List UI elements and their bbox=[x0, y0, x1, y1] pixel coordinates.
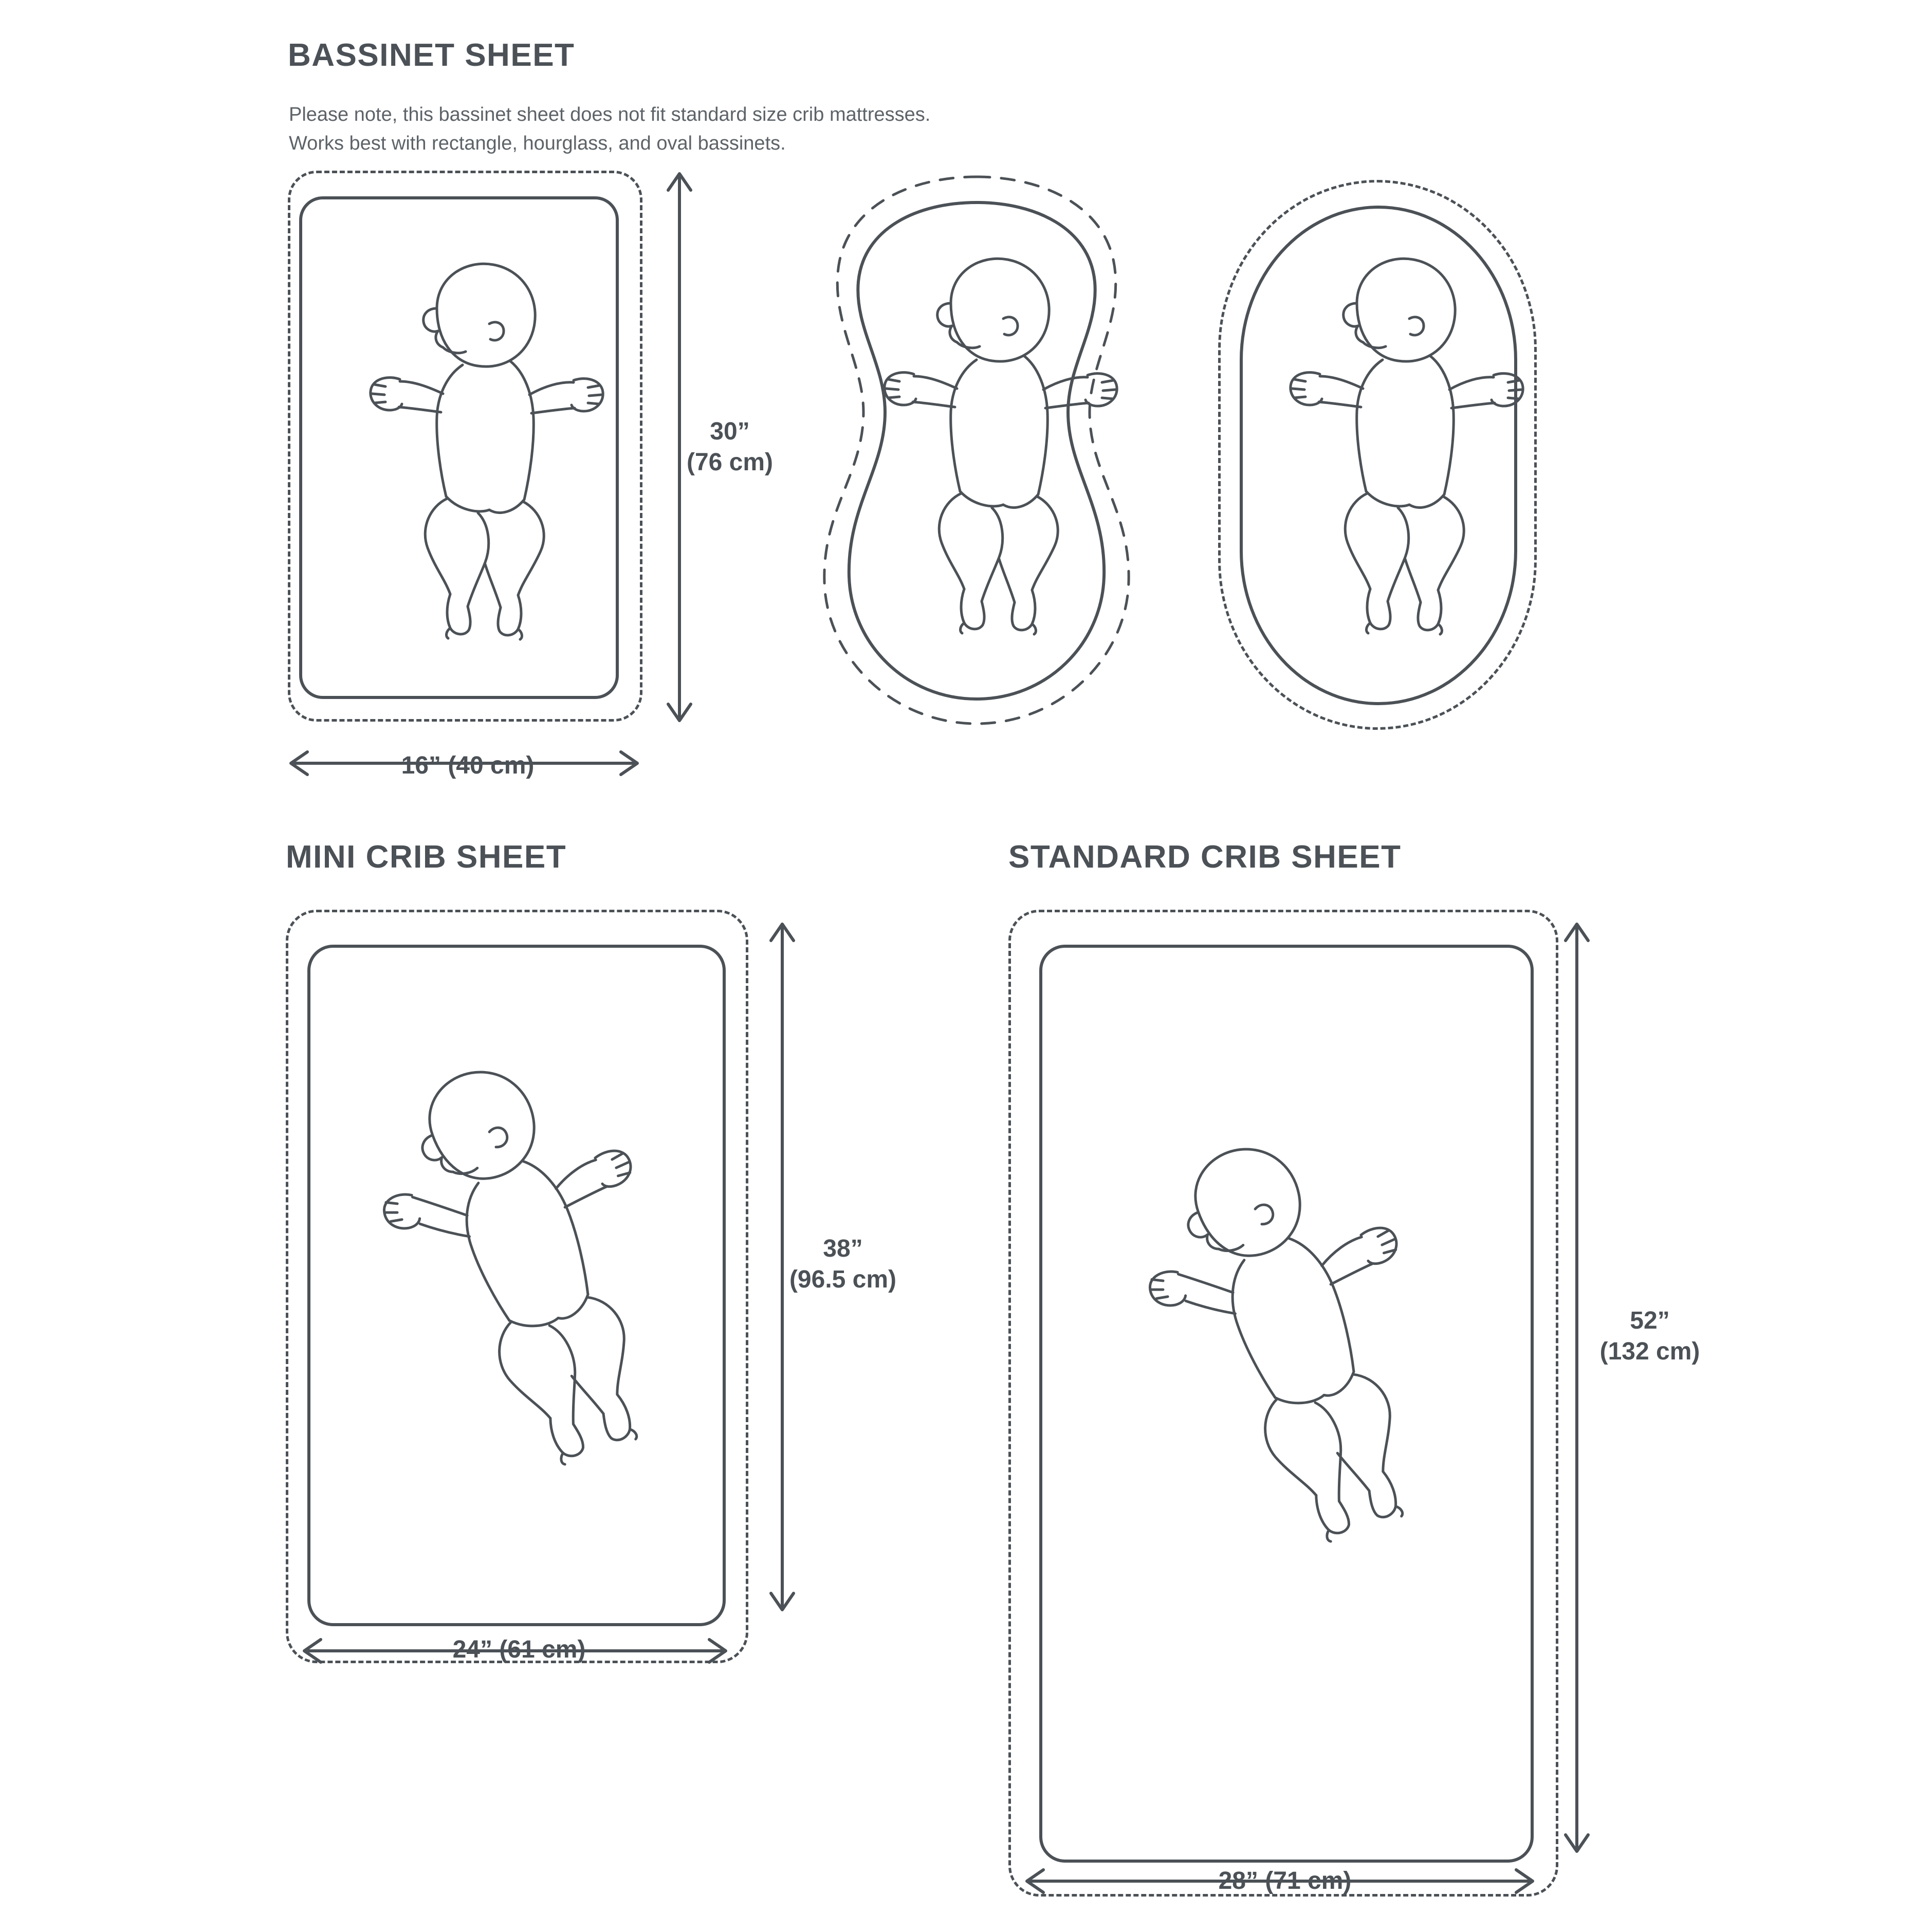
bassinet-width-dimension: 16” (40 cm) bbox=[401, 752, 535, 779]
baby-outline-icon-mini-crib bbox=[339, 1054, 699, 1542]
section-title-standard-crib: STANDARD CRIB SHEET bbox=[1008, 839, 1402, 875]
baby-outline-icon-standard-crib bbox=[1105, 1131, 1465, 1619]
mini-crib-height-dimension bbox=[766, 1234, 920, 1295]
bassinet-height-dimension bbox=[663, 416, 797, 478]
mini-crib-height-metric: (96.5 cm) bbox=[789, 1266, 897, 1293]
vertical-dimension-arrow-icon-standard-crib bbox=[1566, 924, 1588, 1851]
section-title-mini-crib: MINI CRIB SHEET bbox=[286, 839, 567, 875]
standard-crib-width-dimension: 28” (71 cm) bbox=[1218, 1867, 1352, 1894]
standard-crib-height-metric: (132 cm) bbox=[1599, 1338, 1700, 1365]
standard-crib-height-value: 52” bbox=[1630, 1307, 1670, 1334]
mini-crib-width-dimension: 24” (61 cm) bbox=[452, 1636, 586, 1663]
baby-outline-icon-bassinet-hourglass bbox=[822, 242, 1131, 653]
bassinet-height-value: 30” bbox=[710, 418, 750, 445]
section-title-bassinet: BASSINET SHEET bbox=[288, 38, 575, 73]
bassinet-note-line-2: Works best with rectangle, hourglass, and oval bassinets. bbox=[289, 133, 786, 154]
baby-outline-icon-bassinet-oval bbox=[1228, 242, 1537, 653]
mini-crib-height-value: 38” bbox=[823, 1235, 863, 1262]
standard-crib-height-dimension bbox=[1573, 1305, 1727, 1367]
baby-outline-icon-bassinet-rect bbox=[308, 247, 617, 658]
bassinet-height-metric: (76 cm) bbox=[686, 449, 774, 476]
bassinet-note-line-1: Please note, this bassinet sheet does not fit standard size crib mattresses. bbox=[289, 104, 931, 125]
